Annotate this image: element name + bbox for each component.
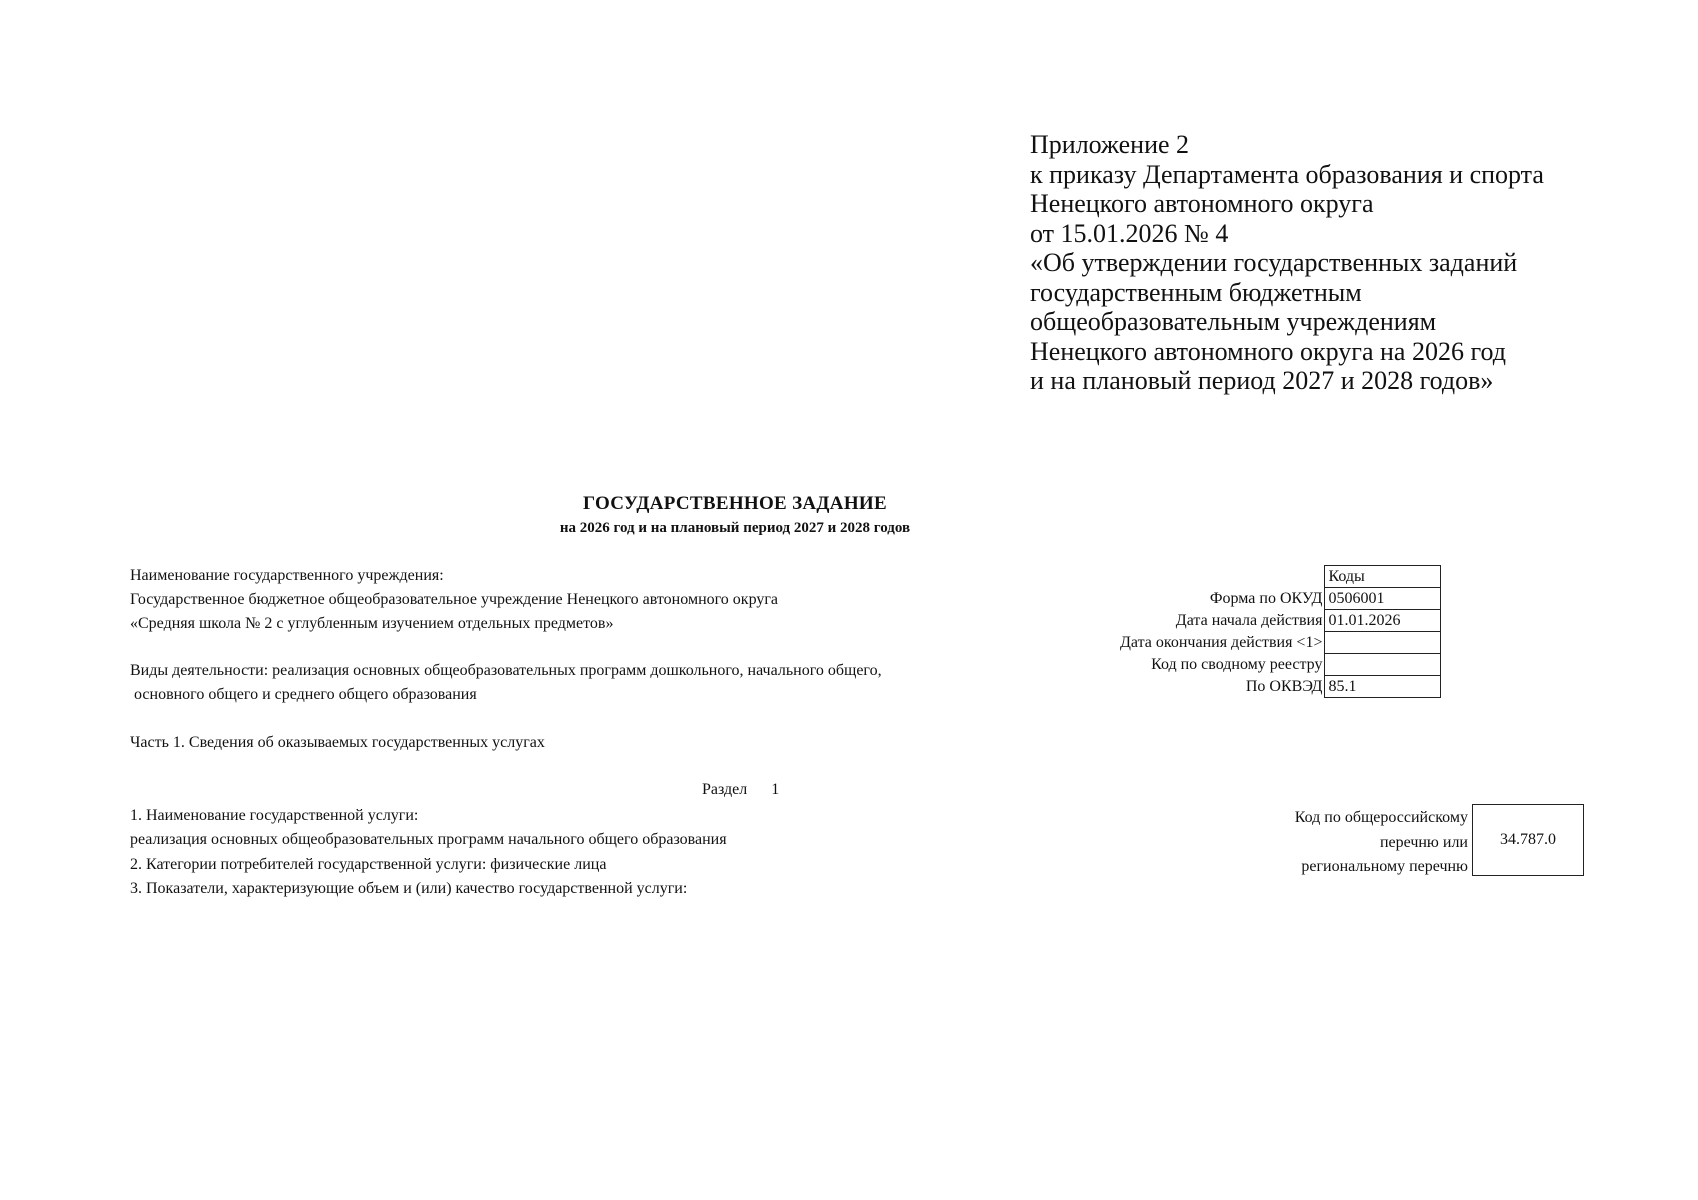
service-name-value: реализация основных общеобразовательных программ начального общего образования [130,831,727,848]
codes-row [1118,610,1441,632]
codes-header: Коды [1325,566,1441,588]
service-categories: 2. Категории потребителей государственной услуги: физические лица [130,856,607,873]
codes-row-label: Код по сводному реестру [1151,656,1323,673]
appendix-line: Приложение 2 [1030,130,1190,159]
appendix-line: к приказу Департамента образования и спорта [1030,159,1544,189]
codes-row-value [1325,632,1441,654]
service-name-label: 1. Наименование государственной услуги: [130,807,419,824]
appendix-line: Ненецкого автономного округа [1030,189,1374,218]
codes-row-label: Дата окончания действия <1> [1120,634,1323,651]
institution-name-line2: «Средняя школа № 2 с углубленным изучением отдельных предметов» [130,615,614,632]
codes-row-value: 85.1 [1325,676,1441,698]
registry-labels [1200,806,1468,880]
activities-line2: основного общего и среднего общего образования [134,686,477,703]
registry-label-line: перечню или [1379,833,1468,851]
codes-row-label: Дата начала действия [1175,612,1323,629]
appendix-header [1030,130,1670,396]
section-heading [702,781,779,799]
codes-row-value [1325,654,1441,676]
codes-row-value: 01.01.2026 [1325,610,1441,632]
registry-code-value: 34.787.0 [1500,831,1556,848]
section-label: Раздел [702,781,748,798]
institution-name-line1: Государственное бюджетное общеобразовательное учреждение Ненецкого автономного округа [130,591,779,608]
appendix-line: «Об утверждении государственных заданий [1030,248,1518,277]
codes-row [1118,676,1441,698]
codes-row [1118,632,1441,654]
appendix-line: государственным бюджетным [1030,277,1362,307]
institution-label: Наименование государственного учреждения: [130,567,444,584]
activities-line1: Виды деятельности: реализация основных общеобразовательных программ дошкольного, начального общего, [130,662,882,679]
registry-label-line: региональному перечню [1301,858,1468,875]
codes-row-value: 0506001 [1325,588,1441,610]
document-subtitle: на 2026 год и на плановый период 2027 и 2028 годов [559,520,911,536]
codes-table [1118,565,1441,698]
codes-row [1118,588,1441,610]
appendix-line: и на плановый период 2027 и 2028 годов» [1030,366,1494,395]
codes-header-row [1118,566,1441,588]
codes-row-label: Форма по ОКУД [1209,590,1323,607]
registry-label-line: Код по общероссийскому [1294,809,1468,826]
service-indicators: 3. Показатели, характеризующие объем и (или) качество государственной услуги: [130,880,688,897]
appendix-line: общеобразовательным учреждениям [1030,307,1437,336]
appendix-line: Ненецкого автономного округа на 2026 год [1030,336,1506,366]
section-number: 1 [771,781,780,798]
appendix-line: от 15.01.2026 № 4 [1030,218,1229,248]
codes-row [1118,654,1441,676]
document-title: ГОСУДАРСТВЕННОЕ ЗАДАНИЕ [583,493,887,514]
registry-code-box [1472,804,1584,876]
part1-heading: Часть 1. Сведения об оказываемых государственных услугах [130,734,545,751]
codes-row-label: По ОКВЭД [1245,678,1323,695]
